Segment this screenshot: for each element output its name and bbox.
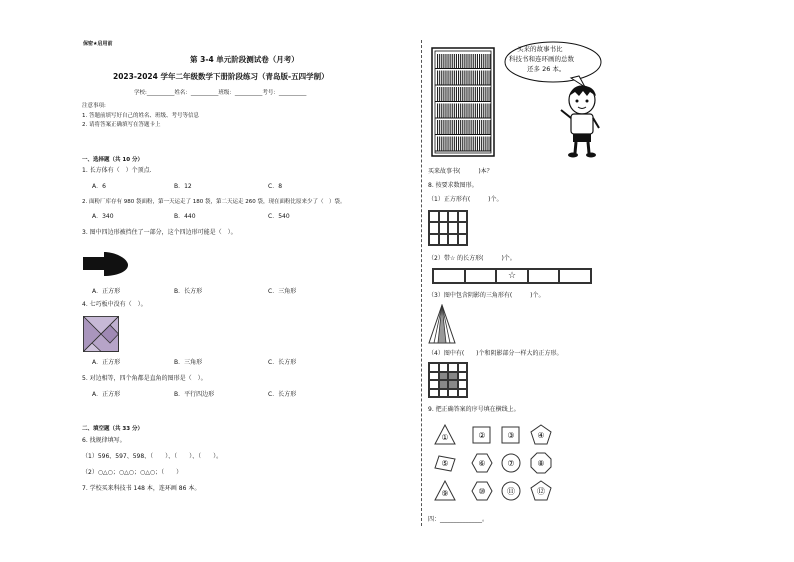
bookshelf-illustration bbox=[431, 47, 495, 159]
section2-title: 二、填空题（共 33 分） bbox=[82, 426, 143, 432]
shape-card-number: ⑫ bbox=[537, 487, 545, 496]
notes-title: 注意事项: bbox=[82, 103, 106, 109]
q5-option-b[interactable]: B．平行四边形 bbox=[174, 391, 215, 398]
rectangle-strip-figure bbox=[432, 268, 592, 284]
question-7: 7. 学校买来科技书 148 本，连环画 86 本。 bbox=[82, 485, 201, 492]
q5-option-a[interactable]: A．正方形 bbox=[92, 391, 121, 398]
q3-option-c[interactable]: C．三角形 bbox=[268, 288, 297, 295]
secret-label: 保密★启用前 bbox=[83, 41, 113, 47]
shape-card-9 bbox=[434, 480, 456, 502]
shape-card-number: ④ bbox=[537, 431, 545, 440]
question-4: 4. 七巧板中没有（ ）。 bbox=[82, 301, 147, 308]
shape-card-12 bbox=[530, 480, 552, 502]
shape-card-2 bbox=[471, 424, 493, 446]
exam-title: 第 3-4 单元阶段测试卷（月考） bbox=[190, 55, 299, 64]
question-6-part-2[interactable]: （2）○△○；○△○；○△○；（ ） bbox=[82, 469, 183, 476]
shape-card-number: ② bbox=[478, 431, 486, 440]
q2-option-b[interactable]: B．440 bbox=[174, 213, 196, 220]
q1-option-a[interactable]: A．6 bbox=[92, 183, 106, 190]
shaded-square-grid-figure bbox=[428, 362, 468, 398]
q4-option-c[interactable]: C．长方形 bbox=[268, 359, 297, 366]
q9-answer-line[interactable]: 四：______________。 bbox=[428, 516, 489, 523]
question-5: 5. 对边相等，四个角都是直角的图形是（ ）。 bbox=[82, 375, 207, 382]
story-book-answer[interactable]: 买来故事书( )本？ bbox=[428, 168, 493, 175]
shape-card-5 bbox=[434, 452, 456, 474]
bubble-line-2: 科技书和连环画的总数 bbox=[509, 55, 574, 63]
triangle-figure bbox=[428, 304, 456, 344]
q8-part-4[interactable]: （4）图中有( )个和阴影部分一样大的正方形。 bbox=[428, 350, 563, 357]
q1-option-c[interactable]: C．8 bbox=[268, 183, 283, 190]
section1-title: 一、选择题（共 10 分） bbox=[82, 157, 143, 163]
shape-card-11 bbox=[500, 480, 522, 502]
q2-option-a[interactable]: A．340 bbox=[92, 213, 114, 220]
shape-card-number: ① bbox=[441, 433, 449, 442]
question-9: 9. 把正确答案的序号填在横线上。 bbox=[428, 406, 520, 413]
shape-card-1 bbox=[434, 424, 456, 446]
student-info-line[interactable]: 学校:__________姓名：__________班级：__________考号：__________ bbox=[134, 90, 307, 96]
shape-card-number: ⑪ bbox=[507, 487, 515, 496]
q2-option-c[interactable]: C．540 bbox=[268, 213, 290, 220]
shape-card-number: ⑩ bbox=[478, 487, 486, 496]
q8-part-3[interactable]: （3）图中包含阴影的三角形有( )个。 bbox=[428, 292, 545, 299]
shape-card-number: ⑨ bbox=[441, 489, 449, 498]
shape-card-number: ⑤ bbox=[441, 459, 449, 468]
note-2: 2. 请将答案正确填写在答题卡上 bbox=[82, 122, 161, 128]
bubble-line-3: 还多 26 本。 bbox=[527, 65, 566, 73]
shape-card-number: ⑧ bbox=[537, 459, 545, 468]
q4-option-a[interactable]: A．正方形 bbox=[92, 359, 121, 366]
bubble-line-1: 买来的故事书比 bbox=[517, 45, 563, 53]
q8-part-2[interactable]: （2）带☆ 的长方形( )个。 bbox=[428, 255, 516, 262]
shape-card-number: ⑥ bbox=[478, 459, 486, 468]
q3-option-a[interactable]: A．正方形 bbox=[92, 288, 121, 295]
q8-part-1[interactable]: （1）正方形有( )个。 bbox=[428, 196, 503, 203]
column-divider bbox=[421, 40, 422, 526]
square-grid-figure bbox=[428, 210, 468, 246]
shape-card-3 bbox=[500, 424, 522, 446]
tangram-figure bbox=[83, 316, 119, 352]
q5-option-c[interactable]: C．长方形 bbox=[268, 391, 297, 398]
question-1: 1. 长方体有（ ）个顶点. bbox=[82, 167, 152, 174]
q3-option-b[interactable]: B．长方形 bbox=[174, 288, 203, 295]
shape-card-6 bbox=[471, 452, 493, 474]
q1-option-b[interactable]: B．12 bbox=[174, 183, 192, 190]
shape-card-7 bbox=[500, 452, 522, 474]
shape-card-number: ③ bbox=[507, 431, 515, 440]
question-8: 8. 按要求数图形。 bbox=[428, 182, 478, 189]
shape-card-4 bbox=[530, 424, 552, 446]
q4-option-b[interactable]: B．三角形 bbox=[174, 359, 203, 366]
question-3: 3. 图中四边形被挡住了一部分，这个四边形可能是（ ）。 bbox=[82, 229, 237, 236]
shape-card-8 bbox=[530, 452, 552, 474]
shape-card-number: ⑦ bbox=[507, 459, 515, 468]
question-2: 2. 面粉厂库存有 980 袋面粉，第一天运走了 180 袋，第二天运走 260 袋，现在面粉比原来少了（ ）袋。 bbox=[82, 199, 346, 205]
exam-subtitle: 2023-2024 学年二年级数学下册阶段练习（青岛版-五四学制） bbox=[113, 72, 329, 81]
star-icon: ☆ bbox=[496, 269, 528, 283]
note-1: 1. 答题前填写好自己的姓名、班级、考号等信息 bbox=[82, 113, 199, 119]
boy-illustration bbox=[557, 84, 607, 158]
covered-quadrilateral-figure bbox=[82, 251, 130, 277]
shape-card-10 bbox=[471, 480, 493, 502]
question-6-part-1[interactable]: （1）596、597、598、（ ）、（ ）、（ ）。 bbox=[82, 453, 223, 460]
question-6: 6. 找规律填写。 bbox=[82, 437, 126, 444]
